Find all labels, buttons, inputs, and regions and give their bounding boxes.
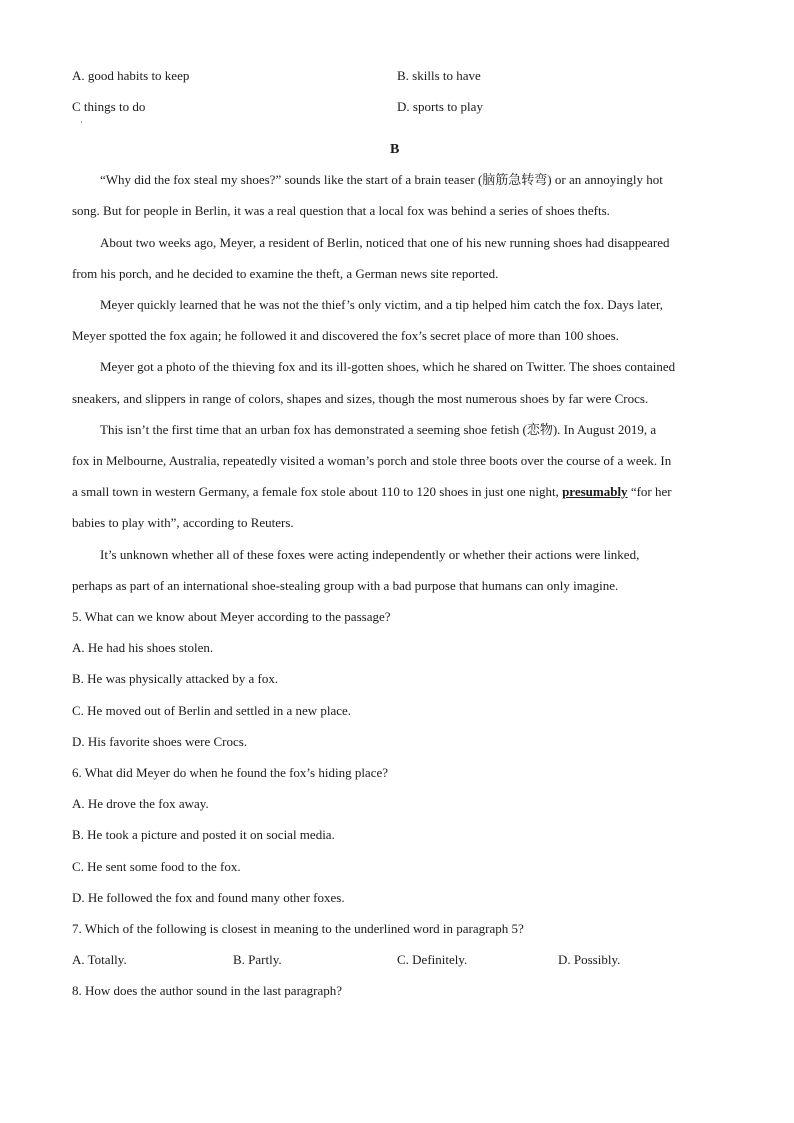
- question-6: 6. What did Meyer do when he found the fox’s hiding place?: [72, 765, 389, 780]
- question-8: 8. How does the author sound in the last paragraph?: [72, 983, 343, 998]
- passage-p4-line2: sneakers, and slippers in range of colors, shapes and sizes, though the most numerous shoes by far were Crocs.: [72, 391, 649, 406]
- prev-option-b: B. skills to have: [397, 68, 481, 83]
- section-title: B: [390, 142, 400, 157]
- question-5-option-b: B. He was physically attacked by a fox.: [72, 671, 279, 686]
- question-5-option-d: D. His favorite shoes were Crocs.: [72, 734, 248, 749]
- passage-p6-line1: It’s unknown whether all of these foxes were acting independently or whether their actions were linked,: [100, 547, 640, 562]
- question-5: 5. What can we know about Meyer according to the passage?: [72, 609, 391, 624]
- question-7-option-b: B. Partly.: [233, 952, 282, 967]
- passage-p2-line2: from his porch, and he decided to examine the theft, a German news site reported.: [72, 266, 499, 281]
- prev-option-d: D. sports to play: [397, 99, 483, 114]
- question-7-option-c: C. Definitely.: [397, 952, 468, 967]
- passage-p5-line4: babies to play with”, according to Reuters.: [72, 515, 294, 530]
- passage-p5-line2: fox in Melbourne, Australia, repeatedly visited a woman’s porch and stole three boots over the course of a week. In: [72, 453, 672, 468]
- passage-p2-line1: About two weeks ago, Meyer, a resident of Berlin, noticed that one of his new running shoes had disappeared: [100, 235, 670, 250]
- question-6-option-a: A. He drove the fox away.: [72, 796, 209, 811]
- question-5-option-c: C. He moved out of Berlin and settled in a new place.: [72, 703, 352, 718]
- stray-dot: ·: [80, 118, 83, 127]
- passage-p4-line1: Meyer got a photo of the thieving fox and its ill-gotten shoes, which he shared on Twitter. The shoes contained: [100, 359, 676, 374]
- passage-p1-line1: “Why did the fox steal my shoes?” sounds like the start of a brain teaser (脑筋急转弯) or an annoyingly hot: [100, 172, 663, 187]
- passage-p1-line2: song. But for people in Berlin, it was a real question that a local fox was behind a series of shoes thefts.: [72, 203, 610, 218]
- question-6-option-b: B. He took a picture and posted it on social media.: [72, 827, 335, 842]
- passage-p6-line2: perhaps as part of an international shoe-stealing group with a bad purpose that humans can only imagine.: [72, 578, 619, 593]
- question-6-option-c: C. He sent some food to the fox.: [72, 859, 241, 874]
- question-7-option-a: A. Totally.: [72, 952, 127, 967]
- passage-p5-line1: This isn’t the first time that an urban fox has demonstrated a seeming shoe fetish (恋物). In August 2019, a: [100, 422, 657, 437]
- question-5-option-a: A. He had his shoes stolen.: [72, 640, 214, 655]
- question-7: 7. Which of the following is closest in meaning to the underlined word in paragraph 5?: [72, 921, 524, 936]
- prev-option-a: A. good habits to keep: [72, 68, 190, 83]
- passage-p5-line3-start: a small town in western Germany, a female fox stole about 110 to 120 shoes in just one night,: [72, 484, 563, 499]
- question-6-option-d: D. He followed the fox and found many other foxes.: [72, 890, 345, 905]
- prev-option-c: C things to do: [72, 99, 146, 114]
- underlined-keyword: presumably: [562, 484, 628, 499]
- passage-p5-line3-end: “for her: [627, 484, 672, 499]
- passage-p3-line1: Meyer quickly learned that he was not the thief’s only victim, and a tip helped him catch the fox. Days later,: [100, 297, 663, 312]
- passage-p5-line3: [72, 484, 672, 500]
- question-7-option-d: D. Possibly.: [558, 952, 621, 967]
- passage-p3-line2: Meyer spotted the fox again; he followed it and discovered the fox’s secret place of more than 100 shoes.: [72, 328, 619, 343]
